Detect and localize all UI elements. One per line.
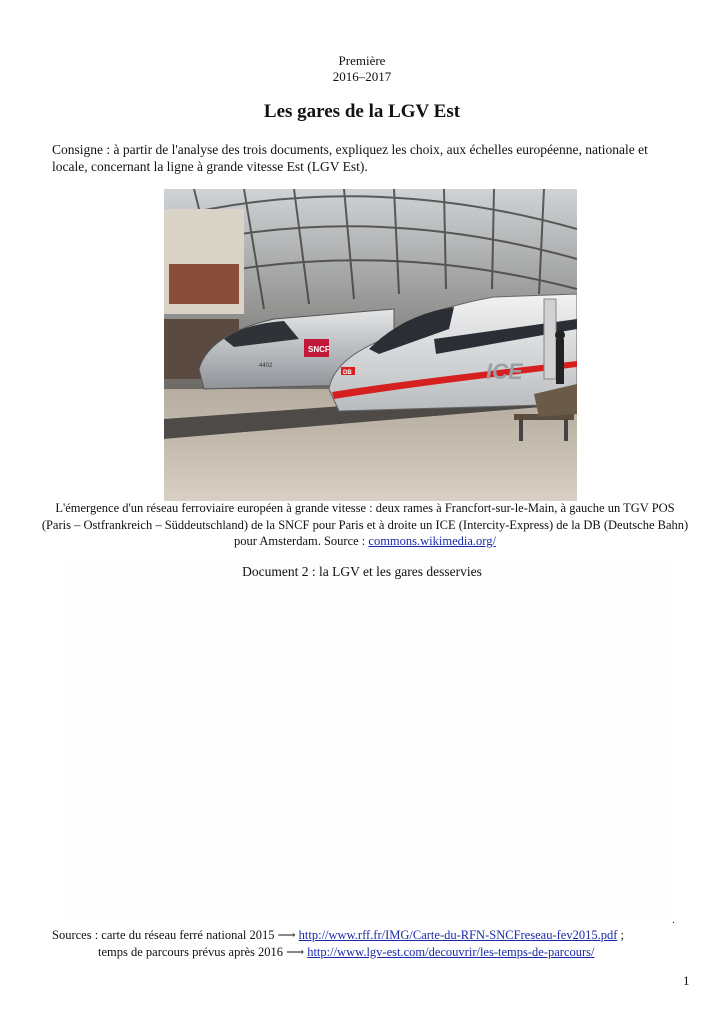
map-area (64, 560, 672, 920)
rff-link[interactable]: http://www.rff.fr/IMG/Carte-du-RFN-SNCFreseau-fev2015.pdf (298, 928, 618, 942)
sources-block (52, 927, 682, 960)
sources-line-2 (52, 944, 682, 961)
train-illustration (164, 189, 577, 501)
db-logo-text: DB (343, 370, 352, 376)
class-level: Première (338, 53, 386, 68)
page-number: 1 (683, 973, 690, 988)
lgv-est-link[interactable]: http://www.lgv-est.com/decouvrir/les-temps-de-parcours/ (307, 944, 595, 959)
caption-text: L'émergence d'un réseau ferroviaire européen à grande vitesse : deux rames à Francfort-sur-le-Main, à gauche un TGV POS (Paris – Ostfrankreich – Süddeutschland) de la SNCF pour Paris et à droite un ICE (Intercity-Express) de la DB (Deutsche Bahn) pour Amsterdam. Source : (41, 501, 689, 548)
instructions-paragraph: Consigne : à partir de l'analyse des trois documents, expliquez les choix, aux échelles européenne, nationale et locale, concernant la ligne à grande vitesse Est (LGV Est). (52, 142, 648, 174)
tgv-number-text: 4402 (259, 363, 273, 369)
sncf-logo-text: SNCF (308, 345, 330, 354)
travel-times-prefix: temps de parcours prévus après 2016 ⟶ (98, 944, 305, 959)
sources-separator: ; (620, 928, 624, 942)
train-station-photo (164, 189, 577, 501)
document-2-title: Document 2 : la LGV et les gares desservies (242, 564, 482, 579)
photo-caption (40, 500, 690, 550)
school-year: 2016–2017 (332, 69, 392, 84)
ice-lettering: ICE (486, 359, 523, 384)
page-title: Les gares de la LGV Est (263, 101, 461, 122)
sources-prefix: Sources : carte du réseau ferré national 2015 ⟶ (52, 928, 296, 942)
wikimedia-link[interactable]: commons.wikimedia.org/ (368, 534, 496, 548)
stray-dot: . (672, 912, 675, 926)
